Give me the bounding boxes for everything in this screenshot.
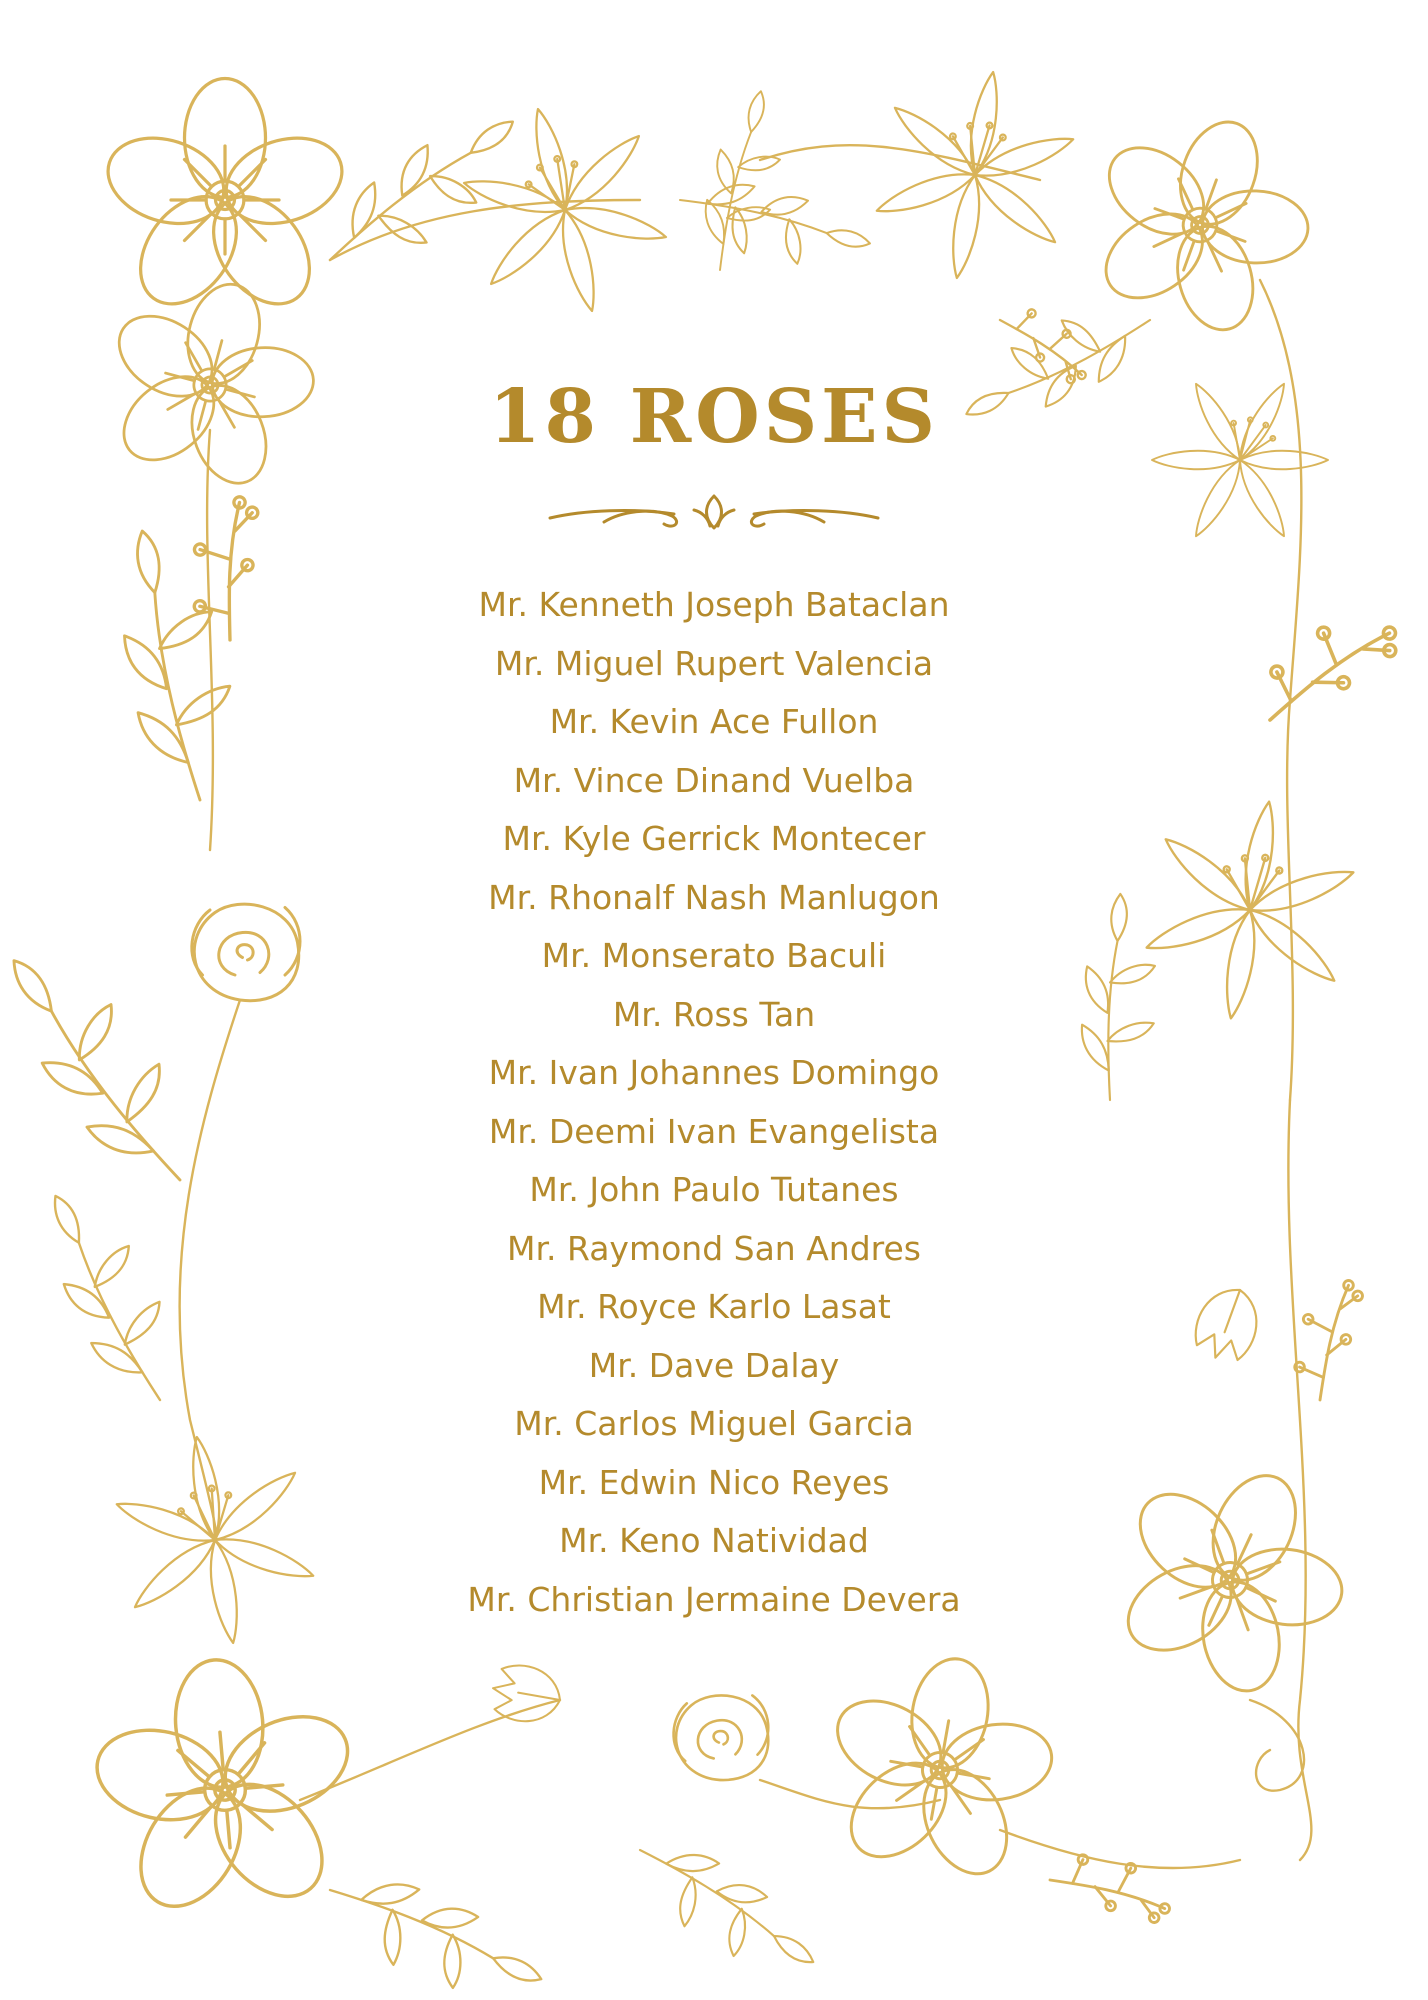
- name-entry: Mr. Deemi Ivan Evangelista: [488, 1111, 940, 1151]
- name-entry: Mr. Ivan Johannes Domingo: [488, 1053, 940, 1092]
- name-entry: Mr. Keno Natividad: [559, 1521, 869, 1560]
- roses-name-list: [414, 576, 1014, 1629]
- roses-list-panel: [414, 374, 1014, 1629]
- name-entry: Mr. Carlos Miguel Garcia: [514, 1404, 914, 1443]
- name-entry: Mr. Royce Karlo Lasat: [537, 1287, 891, 1326]
- name-entry: Mr. Raymond San Andres: [507, 1228, 921, 1268]
- name-entry: Mr. Vince Dinand Vuelba: [513, 760, 915, 800]
- name-entry: Mr. Miguel Rupert Valencia: [494, 643, 934, 683]
- name-entry: Mr. Kenneth Joseph Bataclan: [478, 585, 950, 624]
- name-entry: Mr. Christian Jermaine Devera: [467, 1579, 961, 1619]
- name-entry: Mr. Monserato Baculi: [541, 936, 887, 975]
- page-title: 18 ROSES: [489, 374, 939, 460]
- ornamental-divider-icon: [544, 488, 884, 538]
- name-entry: Mr. Dave Dalay: [588, 1345, 840, 1385]
- name-entry: Mr. Rhonalf Nash Manlugon: [488, 877, 940, 917]
- name-entry: Mr. Edwin Nico Reyes: [538, 1462, 890, 1502]
- name-entry: Mr. Ross Tan: [612, 994, 816, 1034]
- name-entry: Mr. Kyle Gerrick Montecer: [502, 819, 926, 858]
- name-entry: Mr. Kevin Ace Fullon: [549, 702, 879, 741]
- name-entry: Mr. John Paulo Tutanes: [529, 1170, 899, 1209]
